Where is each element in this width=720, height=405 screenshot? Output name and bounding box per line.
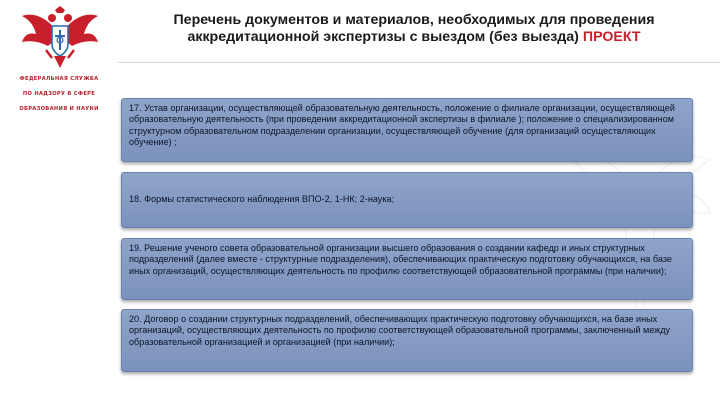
page-title — [128, 12, 700, 46]
title-line-2-text: аккредитационной экспертизы с выездом (без выезда) — [187, 29, 579, 45]
title-divider — [118, 62, 720, 63]
org-name-line-3: ОБРАЗОВАНИЯ И НАУКИ — [19, 106, 99, 112]
list-item-text: 18. Формы статистического наблюдения ВПО-2, 1-НК; 2-наука; — [129, 194, 395, 205]
org-name-line-1: ФЕДЕРАЛЬНАЯ СЛУЖБА — [19, 76, 99, 82]
list-item-20 — [121, 309, 693, 372]
org-name-line-2: ПО НАДЗОРУ В СФЕРЕ — [22, 91, 96, 97]
list-item-text: 20. Договор о создании структурных подразделений, обеспечивающих практическую подготовку обучающихся, на базе иных организаций, осуществляющих деятельность по профилю соответствующей образовательной программы, заключенный между образовательной организацией и организацией (при наличии); — [129, 314, 671, 347]
list-item-text: 17. Устав организации, осуществляющей образовательную деятельность, положение о филиале организации, осуществляющей образовательную деятельность (при проведении аккредитационной экспертизы в филиале ); положение о специализированном структурном образовательном подразделении организации, осуществляющей обучение (для организаций осуществляющих обучение) ; — [129, 103, 675, 148]
project-label: ПРОЕКТ — [582, 29, 641, 45]
list-item-text: 19. Решение ученого совета образовательной организации высшего образования о создании кафедр и иных структурных подразделений (далее вместе - структурные подразделения), обеспечивающих практическую подготовку обучающихся, на базе иных организаций, осуществляющих деятельность по профилю соответствующей образовательной программы (при наличии); — [129, 243, 672, 276]
double-headed-eagle-emblem-icon — [18, 6, 102, 70]
left-panel — [0, 0, 118, 405]
list-item-19 — [121, 238, 693, 300]
title-line-1: Перечень документов и материалов, необходимых для проведения — [173, 12, 655, 28]
list-item-17 — [121, 98, 693, 162]
title-line-2 — [128, 29, 700, 46]
list-item-18 — [121, 172, 693, 228]
